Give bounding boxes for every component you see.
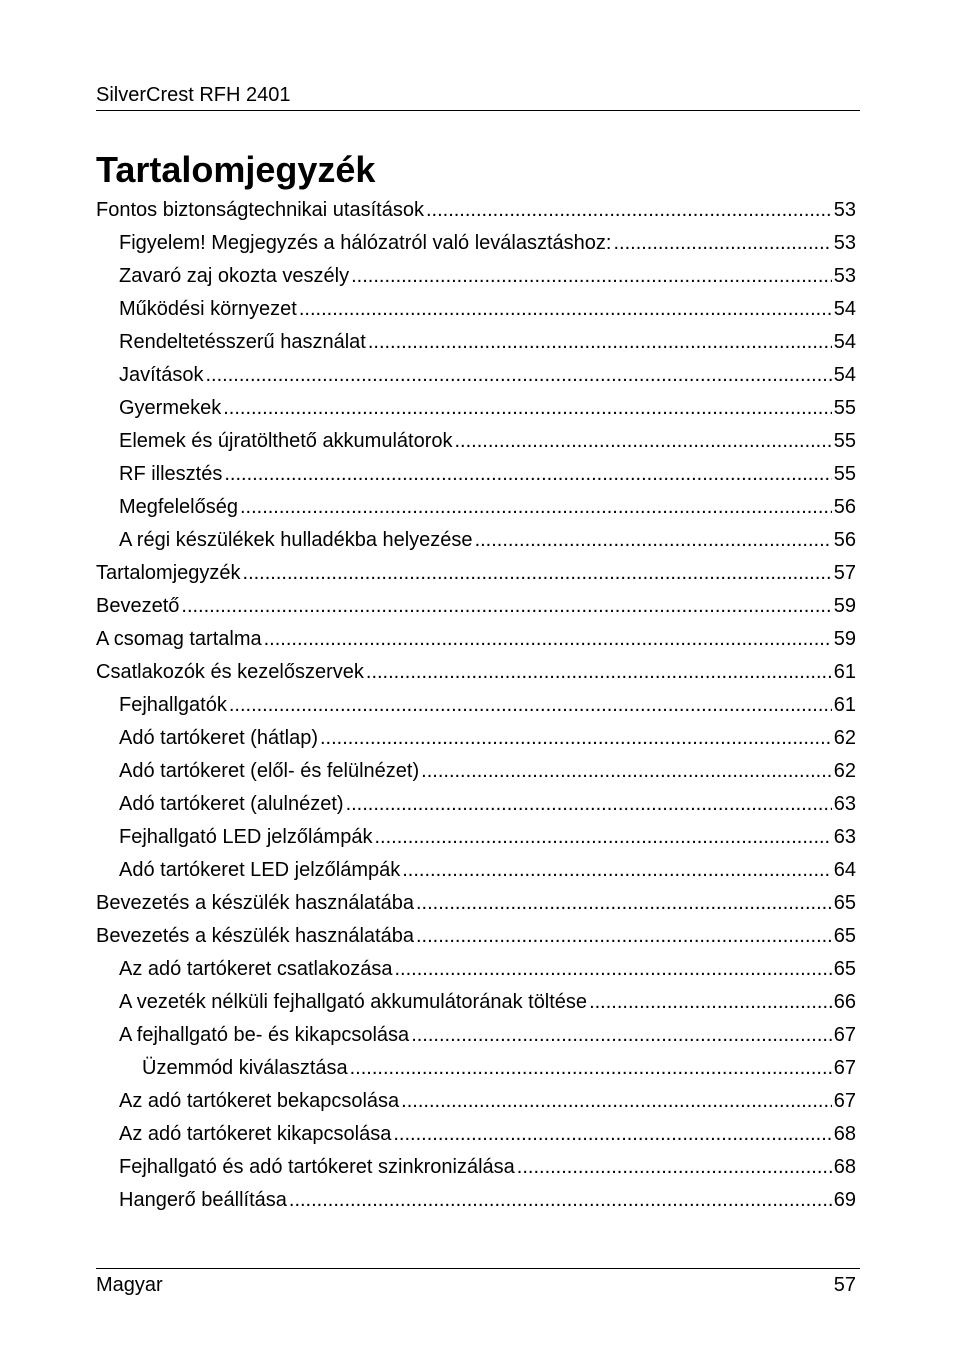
toc-entry-page: 54: [833, 364, 856, 386]
toc-dot-leader: [475, 524, 832, 557]
toc-entry-title: Hangerő beállítása: [119, 1189, 287, 1211]
toc-entry[interactable]: [96, 458, 856, 491]
toc-entry[interactable]: [96, 194, 856, 227]
toc-entry[interactable]: [96, 524, 856, 557]
toc-dot-leader: [366, 656, 832, 689]
toc-entry-page: 65: [833, 892, 856, 914]
toc-dot-leader: [411, 1019, 832, 1052]
toc-dot-leader: [401, 1085, 832, 1118]
toc-entry[interactable]: [96, 755, 856, 788]
toc-entry-title: Elemek és újratölthető akkumulátorok: [119, 430, 453, 452]
toc-dot-leader: [224, 458, 831, 491]
toc-entry[interactable]: [96, 887, 856, 920]
toc-entry-page: 56: [833, 529, 856, 551]
toc-entry-page: 54: [833, 298, 856, 320]
toc-dot-leader: [351, 260, 832, 293]
toc-entry-page: 63: [833, 793, 856, 815]
toc-entry-title: Fejhallgatók: [119, 694, 227, 716]
toc-entry[interactable]: [96, 293, 856, 326]
toc-entry-title: Az adó tartókeret csatlakozása: [119, 958, 393, 980]
toc-entry[interactable]: [96, 392, 856, 425]
toc-entry-page: 56: [833, 496, 856, 518]
running-header: [96, 82, 860, 111]
toc-entry-page: 55: [833, 397, 856, 419]
toc-dot-leader: [421, 755, 832, 788]
toc-dot-leader: [289, 1184, 832, 1217]
toc-entry[interactable]: [96, 557, 856, 590]
toc-entry-page: 65: [833, 925, 856, 947]
toc-dot-leader: [229, 689, 832, 722]
toc-entry[interactable]: [96, 656, 856, 689]
toc-entry-title: Tartalomjegyzék: [96, 562, 241, 584]
toc-entry-page: 63: [833, 826, 856, 848]
toc-entry[interactable]: [96, 1052, 856, 1085]
toc-entry[interactable]: [96, 1019, 856, 1052]
toc-entry-title: Adó tartókeret (alulnézet): [119, 793, 344, 815]
toc-dot-leader: [205, 359, 831, 392]
toc-entry-title: Adó tartókeret (elől- és felülnézet): [119, 760, 420, 782]
toc-entry-page: 53: [833, 199, 856, 221]
toc-entry-title: Az adó tartókeret bekapcsolása: [119, 1090, 400, 1112]
toc-entry-title: Megfelelőség: [119, 496, 238, 518]
toc-dot-leader: [320, 722, 832, 755]
toc-dot-leader: [346, 788, 832, 821]
toc-dot-leader: [589, 986, 832, 1019]
toc-entry-title: Működési környezet: [119, 298, 297, 320]
toc-entry-title: Javítások: [119, 364, 204, 386]
toc-entry-title: Az adó tartókeret kikapcsolása: [119, 1123, 392, 1145]
toc-dot-leader: [223, 392, 832, 425]
toc-entry[interactable]: [96, 1151, 856, 1184]
toc-entry-title: A régi készülékek hulladékba helyezése: [119, 529, 473, 551]
toc-dot-leader: [455, 425, 832, 458]
toc-dot-leader: [426, 194, 832, 227]
page-title: Tartalomjegyzék: [96, 149, 376, 190]
toc-entry-page: 69: [833, 1189, 856, 1211]
toc-entry[interactable]: [96, 1118, 856, 1151]
toc-entry-page: 62: [833, 727, 856, 749]
toc-entry[interactable]: [96, 920, 856, 953]
toc-entry-page: 59: [833, 595, 856, 617]
toc-entry-title: Fontos biztonságtechnikai utasítások: [96, 199, 424, 221]
toc-entry-title: A vezeték nélküli fejhallgató akkumulátorának töltése: [119, 991, 588, 1013]
toc-entry[interactable]: [96, 821, 856, 854]
toc-entry-title: A csomag tartalma: [96, 628, 262, 650]
toc-entry[interactable]: [96, 260, 856, 293]
toc-entry-page: 62: [833, 760, 856, 782]
toc-entry[interactable]: [96, 491, 856, 524]
toc-entry-page: 66: [833, 991, 856, 1013]
toc-entry-title: RF illesztés: [119, 463, 223, 485]
toc-entry-title: Csatlakozók és kezelőszervek: [96, 661, 364, 683]
toc-dot-leader: [350, 1052, 832, 1085]
toc-entry[interactable]: [96, 986, 856, 1019]
toc-dot-leader: [374, 821, 831, 854]
toc-entry-page: 67: [833, 1024, 856, 1046]
toc-entry-page: 57: [833, 562, 856, 584]
toc-dot-leader: [240, 491, 832, 524]
toc-entry-page: 53: [833, 232, 856, 254]
toc-entry-title: Bevezetés a készülék használatába: [96, 925, 414, 947]
toc-entry-page: 61: [833, 694, 856, 716]
toc-entry-title: Üzemmód kiválasztása: [142, 1057, 348, 1079]
table-of-contents: [96, 194, 856, 1217]
toc-entry-page: 64: [833, 859, 856, 881]
toc-dot-leader: [181, 590, 831, 623]
toc-entry-title: Adó tartókeret LED jelzőlámpák: [119, 859, 401, 881]
toc-entry[interactable]: [96, 326, 856, 359]
footer-page-number: 57: [833, 1274, 856, 1296]
toc-entry-page: 67: [833, 1090, 856, 1112]
toc-dot-leader: [613, 227, 831, 260]
toc-dot-leader: [243, 557, 832, 590]
toc-entry[interactable]: [96, 590, 856, 623]
toc-entry[interactable]: [96, 1184, 856, 1217]
footer-language: Magyar: [96, 1274, 163, 1296]
toc-entry-title: Zavaró zaj okozta veszély: [119, 265, 350, 287]
toc-entry-title: Rendeltetésszerű használat: [119, 331, 366, 353]
toc-dot-leader: [517, 1151, 832, 1184]
toc-dot-leader: [368, 326, 832, 359]
page-footer: [96, 1268, 860, 1298]
toc-entry[interactable]: [96, 722, 856, 755]
toc-entry[interactable]: [96, 359, 856, 392]
toc-entry-page: 53: [833, 265, 856, 287]
toc-entry-page: 55: [833, 463, 856, 485]
toc-entry-page: 67: [833, 1057, 856, 1079]
toc-entry-title: Fejhallgató LED jelzőlámpák: [119, 826, 373, 848]
toc-entry[interactable]: [96, 227, 856, 260]
toc-entry[interactable]: [96, 788, 856, 821]
header-text: SilverCrest RFH 2401: [96, 84, 291, 106]
toc-entry-page: 65: [833, 958, 856, 980]
toc-entry-page: 54: [833, 331, 856, 353]
toc-dot-leader: [299, 293, 832, 326]
toc-dot-leader: [264, 623, 832, 656]
toc-entry-page: 68: [833, 1156, 856, 1178]
toc-entry-title: Fejhallgató és adó tartókeret szinkronizálása: [119, 1156, 515, 1178]
toc-dot-leader: [394, 953, 831, 986]
toc-entry-title: Figyelem! Megjegyzés a hálózatról való leválasztáshoz:: [119, 232, 612, 254]
toc-entry-page: 68: [833, 1123, 856, 1145]
toc-dot-leader: [416, 920, 832, 953]
toc-entry-page: 55: [833, 430, 856, 452]
toc-entry-title: A fejhallgató be- és kikapcsolása: [119, 1024, 410, 1046]
toc-entry[interactable]: [96, 953, 856, 986]
toc-entry-title: Adó tartókeret (hátlap): [119, 727, 318, 749]
toc-entry[interactable]: [96, 854, 856, 887]
toc-entry-page: 59: [833, 628, 856, 650]
toc-entry[interactable]: [96, 1085, 856, 1118]
toc-entry[interactable]: [96, 425, 856, 458]
toc-dot-leader: [416, 887, 832, 920]
toc-entry-title: Bevezető: [96, 595, 180, 617]
toc-entry-title: Gyermekek: [119, 397, 222, 419]
toc-entry[interactable]: [96, 689, 856, 722]
toc-entry-title: Bevezetés a készülék használatába: [96, 892, 414, 914]
toc-entry-page: 61: [833, 661, 856, 683]
toc-dot-leader: [402, 854, 832, 887]
toc-entry[interactable]: [96, 623, 856, 656]
toc-dot-leader: [393, 1118, 831, 1151]
